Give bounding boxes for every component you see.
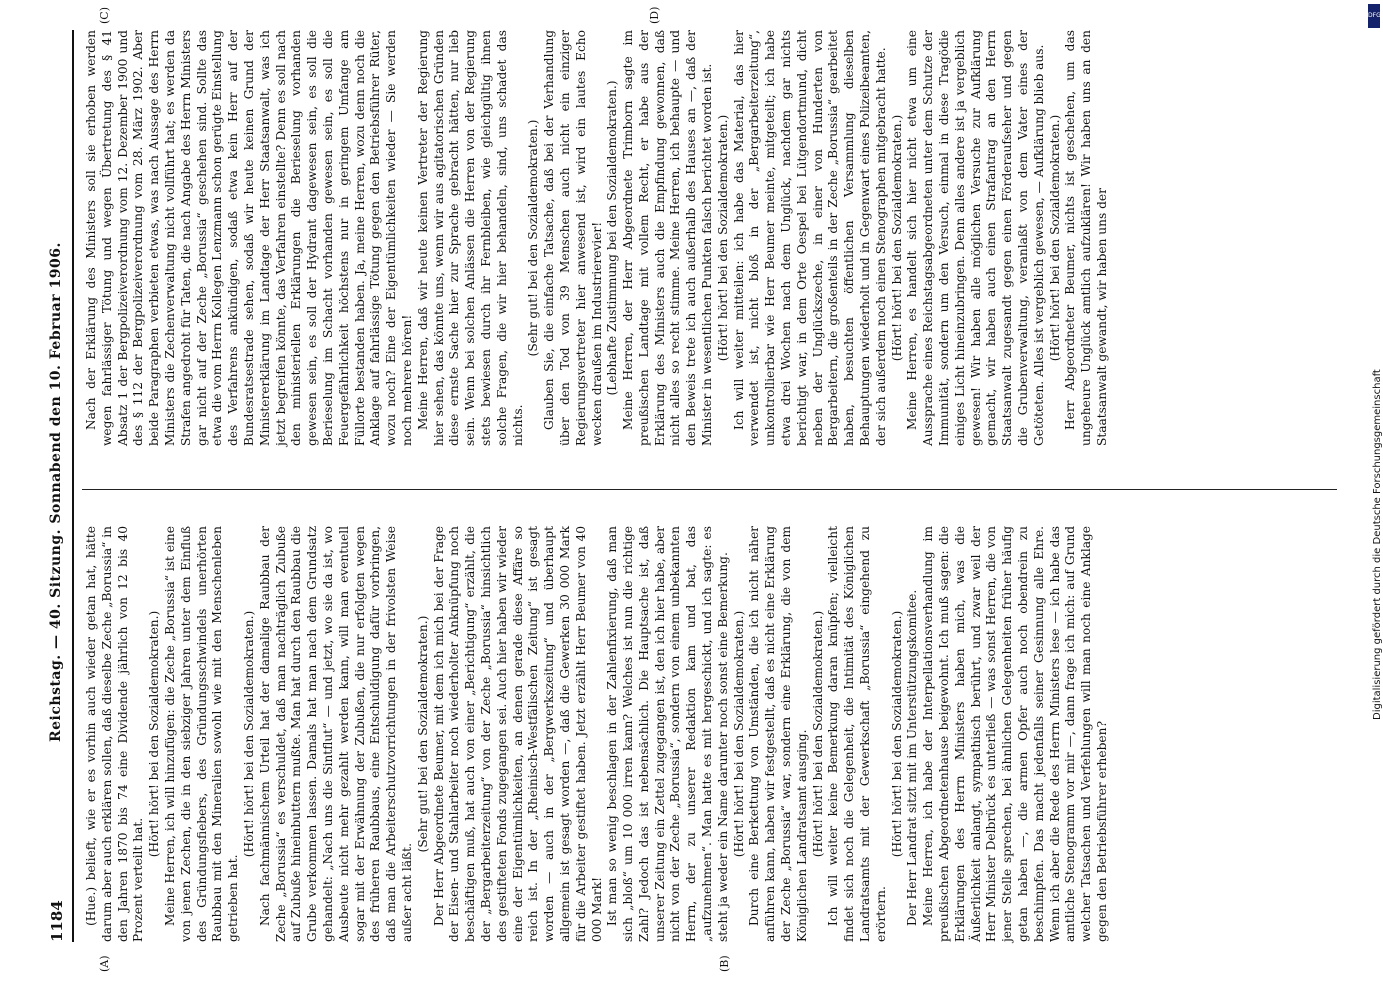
credit-wrap (1372, 30, 1382, 720)
interjection: (Sehr gut! bei den Sozialdemokraten.) (415, 615, 430, 853)
running-header (38, 30, 78, 942)
margin-mark-a: (A) (98, 955, 111, 972)
interjection: (Hört! hört! bei den Sozialdemokraten.) (147, 610, 162, 858)
paragraph: Der Herr Abgeordnete Beumer, mit dem ich mich bei der Frage der Eisen- und Stahlarbeiter noch wiederholter Anknüpfung noch beschäftigen muß, hat auch von einer „Berichtigung“ erzählt, die der „Bergarbeiterzeitung“ von der Zeche „Borussia“ hinsichtlich des gestifteten Fonds zugegangen sei. Auch hier haben wir wieder eine der Eigentümlichkeiten, an denen gerade diese Affäre so reich ist. In der „Rheinisch-Westfälischen Zeitung“ ist gesagt worden — auch in der „Bergwerkszeitung“ und überhaupt allgemein ist gesagt worden —, daß die Gewerken 30 000 Mark für die Arbeiter gestiftet haben. Jetzt erzählt Herr Beumer von 40 000 Mark! (431, 526, 604, 942)
margin-mark-b: (B) (718, 955, 731, 972)
page-title: Reichstag. — 40. Sitzung. Sonnabend den 10. Februar 1906. (48, 242, 64, 742)
paragraph: (Hue.) belieft, wie er es vorhin auch wieder getan hat, hätte darum aber auch erklären sollen, daß dieselbe Zeche „Borussia“ in den Jahren 1870 bis 74 eine Dividende jährlich von 12 bis 40 Prozent verteilt hat. (84, 526, 146, 942)
interjection: (Hört! hört! bei den Sozialdemokraten.) (731, 610, 746, 858)
page-number: 1184 (48, 900, 66, 942)
interjection: (Hört! hört! bei den Sozialdemokraten.) (1047, 114, 1062, 362)
paragraph: Meine Herren, ich will hinzufügen: die Zeche „Borussia“ ist eine von jenen Zechen, die in den siebziger Jahren unter dem Einfluß des Gründungsfiebers, des Gründungsschwindels unerhörten Raubbau mit den Mineralien sowohl wie mit den Menschenleben getrieben hat. (162, 526, 241, 942)
left-column (84, 526, 1111, 942)
interjection: (Hört! hört! bei den Sozialdemokraten.) (810, 610, 825, 858)
interjection: (Hört! hört! bei den Sozialdemokraten.) (889, 114, 904, 362)
column-divider (82, 489, 1337, 490)
rotated-page-content (38, 6, 1338, 972)
paragraph: Durch eine Berkettung von Umständen, die ich nicht näher anführen kann, haben wir festgestellt, daß es nicht eine Erklärung der Zeche „Borussia“ war, sondern eine Erklärung, die von dem Königlichen Landratsamt ausging. (747, 526, 809, 942)
paragraph: Der Herr Landrat sitzt mit im Unterstützungskomitee. (905, 589, 920, 926)
margin-mark-c: (C) (98, 7, 111, 24)
paragraph: Nach fachmännischem Urteil hat der damalige Raubbau der Zeche „Borussia“ es verschuldet, daß man nachträglich Zubuße auf Zubuße hineinbuttern mußte. Man hat durch den Raubbau die Grube verkommen lassen. Damals hat man nach dem Grundsatz gehandelt: „Nach uns die Sintflut“ — und jetzt, wo sie da ist, wo Ausbeute nicht mehr gezahlt werden kann, will man eventuell sogar mit der Erwähnung der Zubußen, die nur erfolgten wegen des früheren Raubbaus, eine Entschuldigung dafür vorbringen, daß man die Arbeiterschutzvorrichtungen in der frivolsten Weise außer acht läßt. (257, 526, 414, 942)
interjection: (Hört! hört! bei den Sozialdemokraten.) (889, 610, 904, 858)
paragraph: Meine Herren, der Herr Abgeordnete Trimborn sagte im preußischen Landtage mit vollem Recht, er habe aus der Erklärung des Ministers auch die Empfindung gewonnen, daß nicht alles so recht stimme. Meine Herren, ich behaupte — und den Beweis trete ich auch außerhalb des Hauses an —, daß der Minister in wesentlichen Punkten falsch berichtet worden ist. (621, 30, 715, 446)
interjection: (Sehr gut! bei den Sozialdemokraten.) (526, 119, 541, 357)
paragraph: Glauben Sie, die einfache Tatsache, daß bei der Verhandlung über den Tod von 39 Menschen auch nicht ein einziger Regierungsvertreter hier anwesend ist, wird ein lautes Echo wecken draußen im Industrierevier! (542, 30, 604, 446)
interjection: (Hört! hört! bei den Sozialdemokraten.) (241, 610, 256, 858)
paragraph: Ist man so wenig beschlagen in der Zahlenfixierung, daß man sich „bloß“ um 10 000 irren kann? Welches ist nun die richtige Zahl? Jedoch das ist nebensächlich. Die Hauptsache ist, daß unserer Zeitung ein Zettel zugegangen ist, den ich hier habe, aber nicht von der Zeche „Borussia“, sondern von einem unbekannten Herrn, der zu unserer Redaktion kam und bat, das „aufzunehmen“. Man hatte es mit hergeschickt, und ich sagte: es steht ja weder ein Name darunter noch sonst eine Bemerkung. (605, 526, 730, 942)
paragraph: Meine Herren, ich habe der Interpellationsverhandlung im preußischen Abgeordnetenhause beigewohnt. Ich muß sagen: die Erklärungen des Herrn Ministers haben mich, was die Äußerlichkeit anlangt, sympathisch berührt, und zwar weil der Herr Minister Delbrück es unterließ — was sonst Herren, die von jener Stelle sprechen, bei ähnlichen Gelegenheiten früher häufig getan haben —, die armen Opfer auch noch obendrein zu beschimpfen. Das macht jedenfalls seiner Gesinnung alle Ehre. Wenn ich aber die Rede des Herrn Ministers lese — ich habe das amtliche Stenogramm vor mir —, dann frage ich mich: auf Grund welcher Tatsachen und Verfehlungen will man noch eine Anklage gegen den Betriebsführer erheben? (921, 526, 1109, 942)
paragraph: Ich will weiter keine Bemerkung daran knüpfen; vielleicht findet sich noch die Gelegenheit, die Intimität des Königlichen Landratsamts mit der Gewerkschaft „Borussia“ eingehend zu erörtern. (826, 526, 888, 942)
margin-mark-d: (D) (648, 6, 661, 24)
right-column (84, 30, 1111, 446)
paragraph: Meine Herren, daß wir heute keinen Vertreter der Regierung hier sehen, das könnte uns, wenn wir aus agitatorischen Gründen diese ernste Sache hier zur Sprache gebracht hätten, nur lieb sein. Wenn bei solchen Anlässen die Herren von der Regierung stets bewiesen durch ihr Fernbleiben, wie gleichgültig ihnen solche Fragen, die wir hier behandeln, sind, uns schadet das nichts. (415, 30, 525, 446)
paragraph: Herr Abgeordneter Beumer, nichts ist geschehen, um das ungeheure Unglück amtlich aufzuklären! Wir haben uns an den Staatsanwalt gewandt, wir haben uns der (1063, 30, 1109, 446)
digitization-credit: Digitalisierung gefördert durch die Deutsche Forschungsgemeinschaft (1372, 369, 1383, 720)
dfg-logo: DFG (1368, 4, 1380, 28)
paragraph: Nach der Erklärung des Ministers soll sie erhoben werden wegen fahrlässiger Tötung und wegen Übertretung des § 41 Absatz 1 der Bergpolizeiverordnung vom 12. Dezember 1900 und des § 112 der Bergpolizeiverordnung vom 28. März 1902. Aber beide Paragraphen verbieten etwas, was nach Aussage des Herrn Ministers die Zechenverwaltung nicht vollführt hat; es werden da Strafen angedroht für Taten, die nach Angabe des Herrn Ministers gar nicht auf der Zeche „Borussia“ geschehen sind. Sollte das etwa die vom Herrn Kollegen Lenzmann schon gerügte Einstellung des Verfahrens ankündigen, sodaß etwa kein Herr auf der Bundesratsestrade sehen, sodaß wir heute keinen Grund der Ministererklärung im Landtage der Herr Staatsanwalt, was ich jetzt begreifen könnte, das Verfahren einstellte? Denn es soll nach den ministeriellen Erklärungen die Berieselung vorhanden gewesen sein, es soll der Hydrant dagewesen sein, es soll die Berieselung im Schacht vorhanden gewesen sein, es soll die Feuergefährlichkeit höchstens nur in geringem Umfange am Füllorte bestanden haben. Ja, meine Herren, wozu denn noch die Anklage auf fahrlässige Tötung gegen den Betriebsführer Rüter, wozu noch? Eine der Eigentümlichkeiten wieder — Sie werden noch mehrere hören! (84, 30, 414, 446)
header-rule (72, 30, 74, 942)
interjection: (Hört! hört! bei den Sozialdemokraten.) (715, 114, 730, 362)
paragraph: Ich will weiter mitteilen: ich habe das Material, das hier verwendet ist, nicht bloß in der „Bergarbeiterzeitung“, unkontrollierbar wie Herr Beumer meinte, mitgeteilt; ich habe etwa drei Wochen nach dem Unglück, nachdem gar nichts berichtigt war, in dem Orte Oespel bei Lütgendortmund, dicht neben der Unglückszeche, in einer von Hunderten von Bergarbeitern, die großenteils in der Zeche „Borussia“ gearbeitet haben, besuchten öffentlichen Versammlung dieselben Behauptungen wiederholt und in Gegenwart eines Polizeibeamten, der sich außerdem noch einen Stenographen mitgebracht hatte. (731, 30, 888, 446)
paragraph: Meine Herren, es handelt sich hier nicht etwa um eine Aussprache eines Reichstagsabgeordneten unter dem Schutze der Immunität, sondern um den Versuch, einmal in diese Tragödie einiges Licht hineinzubringen. Denn alles andere ist ja vergeblich gewesen! Wir haben alle möglichen Versuche zur Aufklärung gemacht, wir haben auch einen Strafantrag an den Herrn Staatsanwalt zugesandt gegen einen Förderaufseher und gegen die Grubenverwaltung, veranlaßt von dem Vater eines der Getöteten. Alles ist vergeblich gewesen, — Aufklärung blieb aus. (905, 30, 1046, 446)
interjection: (Lebhafte Zustimmung bei den Sozialdemokraten.) (605, 80, 620, 396)
